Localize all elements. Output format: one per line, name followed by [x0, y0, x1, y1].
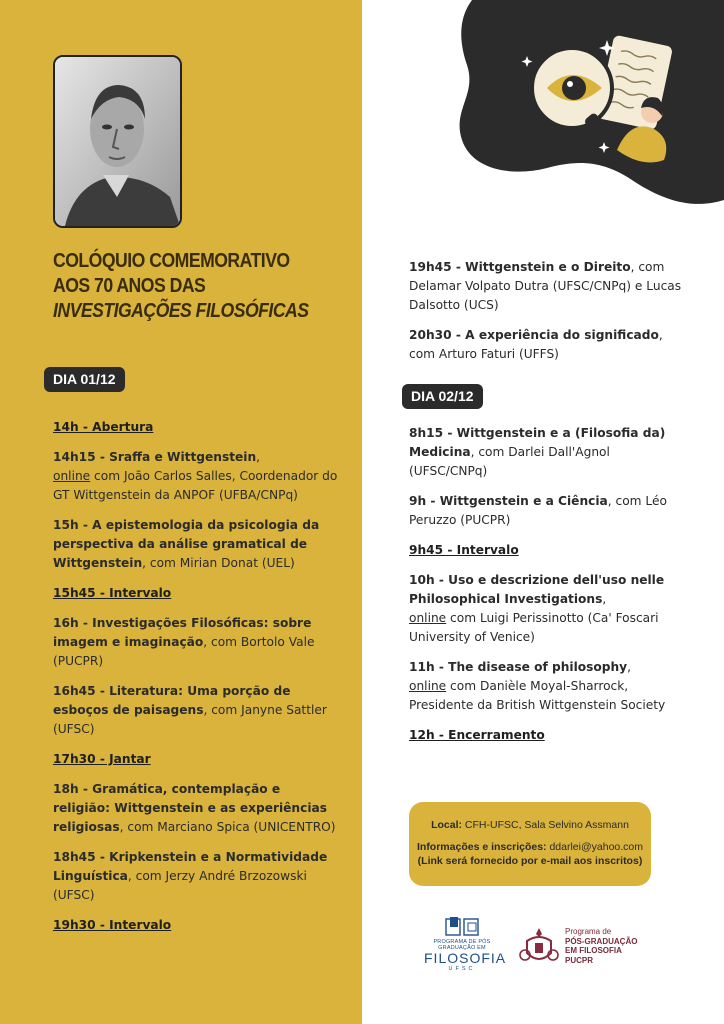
book-icon — [424, 917, 500, 939]
schedule-event — [409, 658, 689, 715]
event-details: , com Janyne Sattler (UFSC) — [53, 703, 327, 736]
event-details: , — [602, 592, 607, 606]
event-details: com Luigi Perissinotto (Ca' Foscari University of Venice) — [409, 611, 659, 644]
event-title: 19h30 - Intervalo — [53, 918, 172, 932]
event-title: 17h30 - Jantar — [53, 752, 151, 766]
schedule-event — [53, 448, 338, 505]
schedule-day1-continued — [409, 258, 689, 375]
event-details: , com Darlei Dall'Agnol (UFSC/CNPq) — [409, 445, 610, 478]
event-title: 15h45 - Intervalo — [53, 586, 172, 600]
schedule-event — [409, 326, 689, 364]
ufsc-line: GRADUAÇÃO EM — [438, 945, 486, 951]
online-link[interactable]: online — [409, 611, 447, 625]
schedule-break — [409, 726, 689, 745]
ufsc-line: UFSC — [448, 966, 476, 972]
schedule-break — [53, 916, 338, 935]
decorative-illustration — [362, 0, 724, 210]
event-title: 18h - Gramática, contemplação e religião: Wittgenstein e as experiências religiosas — [53, 782, 327, 834]
info-label: Informações e inscrições: — [416, 841, 547, 853]
online-link[interactable]: online — [53, 469, 91, 483]
event-title: 14h15 - Sraffa e Wittgenstein — [53, 450, 257, 464]
event-details: , com Mirian Donat (UEL) — [142, 556, 295, 570]
day-badge-02-12: DIA 02/12 — [402, 384, 483, 409]
day-badge-01-12: DIA 01/12 — [44, 367, 125, 392]
schedule-event — [409, 258, 689, 315]
pucpr-logo — [517, 925, 657, 970]
schedule-day2 — [409, 424, 689, 756]
event-title — [53, 248, 311, 323]
schedule-event — [409, 424, 689, 481]
contact-email[interactable]: ddarlei@yahoo.com — [546, 841, 644, 853]
event-details: , com Jerzy André Brzozowski (UFSC) — [53, 869, 307, 902]
ufsc-logo — [424, 917, 507, 979]
schedule-event — [409, 492, 689, 530]
schedule-break — [409, 541, 689, 560]
event-title: 15h - A epistemologia da psicologia da perspectiva da análise gramatical de Wittgenstein — [53, 518, 320, 570]
ufsc-line: PROGRAMA DE PÓS — [433, 939, 491, 945]
event-details: com Danièle Moyal-Sharrock, Presidente da British Wittgenstein Society — [409, 679, 666, 712]
location-label: Local: — [431, 819, 463, 831]
event-details: , com Arturo Faturi (UFFS) — [409, 328, 663, 361]
title-line: INVESTIGAÇÕES FILOSÓFICAS — [53, 299, 309, 322]
event-title: 14h - Abertura — [53, 420, 154, 434]
event-title: 10h - Uso e descrizione dell'uso nelle Philosophical Investigations — [409, 573, 665, 606]
pucpr-line: EM FILOSOFIA — [565, 946, 622, 955]
event-details: , com Delamar Volpato Dutra (UFSC/CNPq) e Lucas Dalsotto (UCS) — [409, 260, 682, 312]
event-title: 20h30 - A experiência do significado — [409, 328, 659, 342]
event-details: com João Carlos Salles, Coordenador do GT Wittgenstein da ANPOF (UFBA/CNPq) — [53, 469, 338, 502]
pucpr-line: PUCPR — [565, 955, 594, 965]
pucpr-line: Programa de — [565, 927, 612, 936]
title-line: COLÓQUIO COMEMORATIVO — [53, 249, 290, 272]
event-details: , — [256, 450, 261, 464]
link-note: (Link será fornecido por e-mail aos inscritos) — [417, 855, 643, 867]
location-value: CFH-UFSC, Sala Selvino Assmann — [462, 819, 629, 831]
schedule-event — [53, 848, 338, 905]
event-details: , com Bortolo Vale (PUCPR) — [53, 635, 315, 668]
event-title: 18h45 - Kripkenstein e a Normatividade Linguística — [53, 850, 328, 883]
event-title: 9h45 - Intervalo — [409, 543, 519, 557]
ufsc-line: FILOSOFIA — [424, 950, 507, 966]
schedule-event — [409, 571, 689, 647]
schedule-event — [53, 614, 338, 671]
event-title: 12h - Encerramento — [409, 728, 545, 742]
schedule-break — [53, 418, 338, 437]
schedule-event — [53, 780, 338, 837]
online-link[interactable]: online — [409, 679, 447, 693]
schedule-event — [53, 682, 338, 739]
event-details: , — [627, 660, 631, 674]
event-title: 16h45 - Literatura: Uma porção de esboços de paisagens — [53, 684, 291, 717]
portrait-photo — [53, 55, 182, 228]
event-title: 19h45 - Wittgenstein e o Direito — [409, 260, 631, 274]
event-title: 11h - The disease of philosophy — [409, 660, 628, 674]
info-box — [409, 802, 651, 886]
pucpr-crest-icon — [517, 925, 561, 969]
event-details: , com Marciano Spica (UNICENTRO) — [119, 820, 336, 834]
schedule-break — [53, 750, 338, 769]
event-title: 8h15 - Wittgenstein e a (Filosofia da) Medicina — [409, 426, 666, 459]
event-title: 9h - Wittgenstein e a Ciência — [409, 494, 608, 508]
pucpr-line: PÓS-GRADUAÇÃO — [565, 936, 638, 946]
event-details: , com Léo Peruzzo (PUCPR) — [409, 494, 667, 527]
title-line: AOS 70 ANOS DAS — [53, 274, 206, 297]
schedule-day1 — [53, 418, 338, 946]
schedule-event — [53, 516, 338, 573]
location-line — [409, 819, 651, 831]
registration-info — [409, 840, 651, 868]
schedule-break — [53, 584, 338, 603]
event-title: 16h - Investigações Filosóficas: sobre imagem e imaginação — [53, 616, 312, 649]
